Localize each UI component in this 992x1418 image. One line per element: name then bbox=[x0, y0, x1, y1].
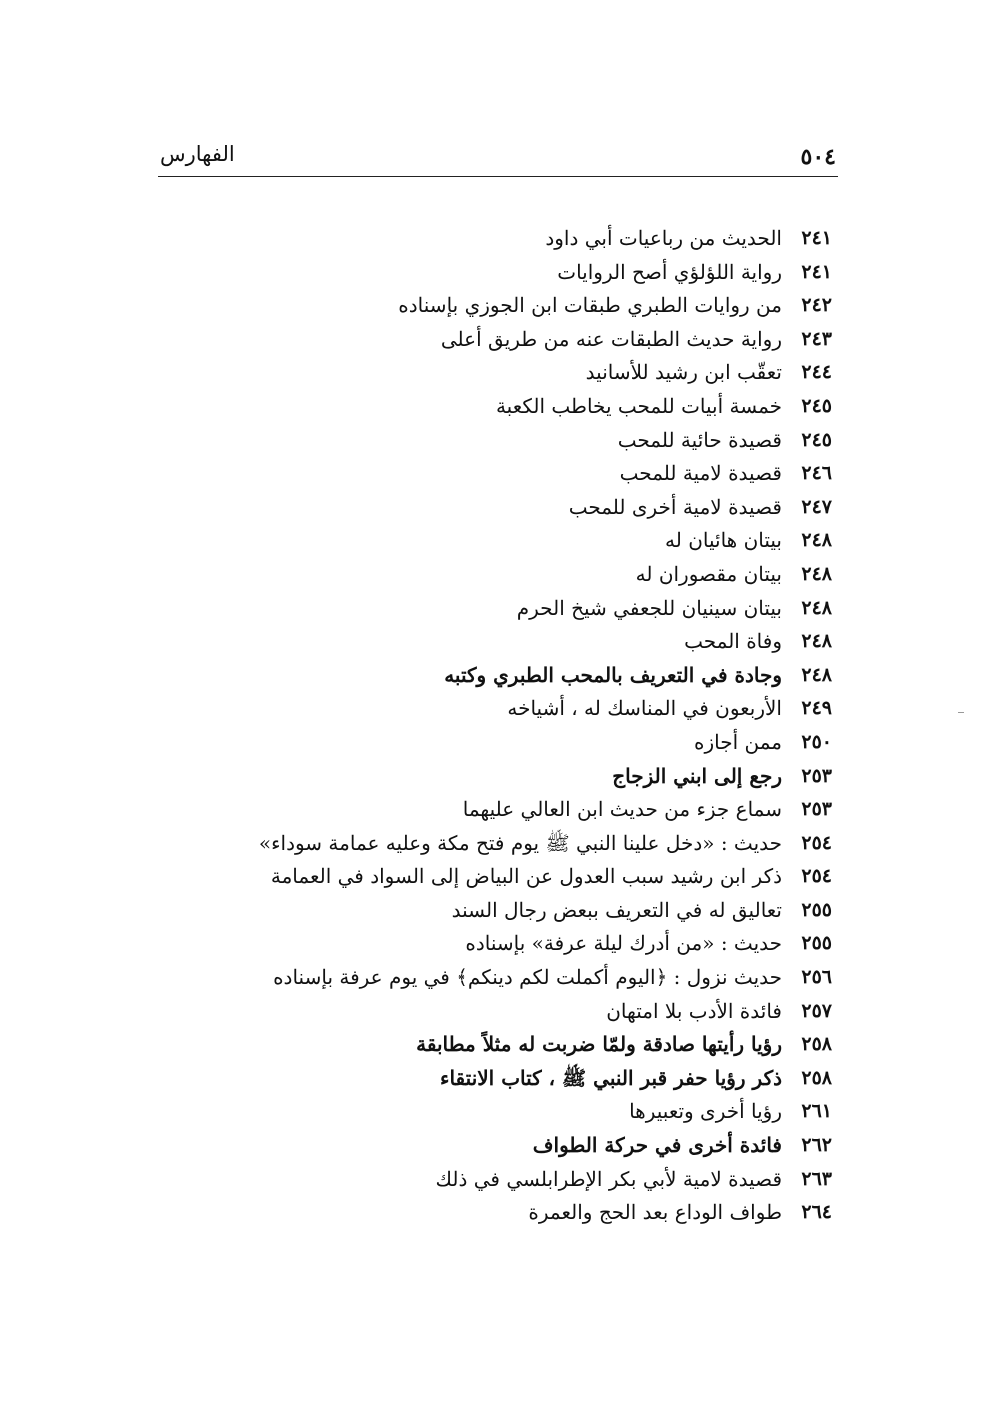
index-entry bbox=[192, 793, 832, 827]
index-entry bbox=[192, 424, 832, 458]
index-entry bbox=[192, 256, 832, 290]
index-entry bbox=[192, 726, 832, 760]
entry-page-number: ٢٦١ bbox=[801, 1100, 832, 1123]
entry-page-number: ٢٤٣ bbox=[801, 327, 832, 350]
entry-page-number: ٢٤٨ bbox=[801, 529, 832, 552]
entry-title: فائدة أخرى في حركة الطواف bbox=[532, 1133, 782, 1158]
entry-title: ذكر رؤيا حفر قبر النبي ﷺ ، كتاب الانتقاء bbox=[440, 1065, 782, 1090]
entry-title: قصيدة لامية أخرى للمحب bbox=[568, 494, 782, 519]
header-title: الفهارس bbox=[160, 142, 235, 166]
entry-page-number: ٢٤٨ bbox=[801, 596, 832, 619]
entry-title: رؤيا أخرى وتعبيرها bbox=[629, 1099, 782, 1124]
entry-title: تعقّب ابن رشيد للأسانيد bbox=[585, 360, 782, 385]
entry-page-number: ٢٥٧ bbox=[801, 999, 832, 1022]
entry-title: رواية اللؤلؤي أصح الروايات bbox=[557, 259, 782, 284]
entry-title: سماع جزء من حديث ابن العالي عليهما bbox=[462, 797, 782, 822]
index-entry bbox=[192, 491, 832, 525]
entry-page-number: ٢٥٥ bbox=[801, 932, 832, 955]
entry-page-number: ٢٤٤ bbox=[801, 361, 832, 384]
entry-title: تعاليق له في التعريف ببعض رجال السند bbox=[451, 897, 782, 922]
entry-title: قصيدة لامية لأبي بكر الإطرابلسي في ذلك bbox=[435, 1166, 782, 1191]
entry-page-number: ٢٥٥ bbox=[801, 898, 832, 921]
page-number: ٥٠٤ bbox=[800, 144, 836, 170]
entry-page-number: ٢٥٤ bbox=[801, 831, 832, 854]
index-entry bbox=[192, 558, 832, 592]
entry-page-number: ٢٤١ bbox=[801, 260, 832, 283]
entry-title: الأربعون في المناسك له ، أشياخه bbox=[507, 696, 782, 721]
entry-page-number: ٢٤٥ bbox=[801, 394, 832, 417]
index-entry bbox=[192, 961, 832, 995]
header-rule bbox=[158, 176, 838, 177]
index-entry bbox=[192, 760, 832, 794]
entry-title: حديث : «دخل علينا النبي ﷺ يوم فتح مكة وعليه عمامة سوداء» bbox=[258, 830, 782, 855]
entry-title: وفاة المحب bbox=[684, 629, 782, 654]
index-entry bbox=[192, 659, 832, 693]
index-entry bbox=[192, 1163, 832, 1197]
entry-title: حديث : «من أدرك ليلة عرفة» بإسناده bbox=[465, 931, 782, 956]
entry-page-number: ٢٦٣ bbox=[801, 1167, 832, 1190]
entry-title: رواية حديث الطبقات عنه من طريق أعلى bbox=[440, 326, 782, 351]
index-entry bbox=[192, 390, 832, 424]
entry-page-number: ٢٥٦ bbox=[801, 966, 832, 989]
entry-title: حديث نزول : ﴿اليوم أكملت لكم دينكم﴾ في يوم عرفة بإسناده bbox=[273, 965, 782, 990]
index-entry bbox=[192, 927, 832, 961]
index-entry bbox=[192, 692, 832, 726]
index-entry bbox=[192, 356, 832, 390]
entry-page-number: ٢٦٢ bbox=[801, 1134, 832, 1157]
entry-title: طواف الوداع بعد الحج والعمرة bbox=[528, 1200, 782, 1225]
index-entry bbox=[192, 289, 832, 323]
entry-page-number: ٢٥٨ bbox=[801, 1033, 832, 1056]
index-entry bbox=[192, 222, 832, 256]
index-entry bbox=[192, 592, 832, 626]
entry-page-number: ٢٤٨ bbox=[801, 630, 832, 653]
entry-title: خمسة أبيات للمحب يخاطب الكعبة bbox=[495, 393, 782, 418]
index-entry bbox=[192, 524, 832, 558]
entry-title: ممن أجازه bbox=[693, 729, 782, 754]
entry-page-number: ٢٤٨ bbox=[801, 663, 832, 686]
index-entry bbox=[192, 1028, 832, 1062]
index-entry bbox=[192, 323, 832, 357]
entry-page-number: ٢٤١ bbox=[801, 227, 832, 249]
index-entry bbox=[192, 457, 832, 491]
entry-title: فائدة الأدب بلا امتهان bbox=[606, 998, 782, 1023]
entry-title: قصيدة حائية للمحب bbox=[617, 427, 782, 452]
index-entry bbox=[192, 995, 832, 1029]
index-entry bbox=[192, 625, 832, 659]
margin-mark bbox=[958, 712, 964, 713]
index-entry bbox=[192, 1062, 832, 1096]
entry-title: رؤيا رأيتها صادقة ولمّا ضربت له مثلاً مطابقة bbox=[416, 1032, 782, 1057]
entry-title: رجع إلى ابني الزجاج bbox=[612, 763, 782, 788]
entry-page-number: ٢٤٢ bbox=[801, 294, 832, 317]
index-entry bbox=[192, 827, 832, 861]
entry-page-number: ٢٥٠ bbox=[801, 730, 832, 753]
entry-title: الحديث من رباعيات أبي داود bbox=[545, 226, 782, 250]
entry-page-number: ٢٤٨ bbox=[801, 562, 832, 585]
entry-title: بيتان مقصوران له bbox=[635, 561, 782, 586]
entry-title: وجادة في التعريف بالمحب الطبري وكتبه bbox=[444, 662, 782, 687]
index-entry bbox=[192, 860, 832, 894]
running-header bbox=[160, 138, 836, 176]
entry-page-number: ٢٤٧ bbox=[801, 495, 832, 518]
index-entries-list bbox=[192, 222, 832, 1230]
entry-title: بيتان سينيان للجعفي شيخ الحرم bbox=[516, 595, 782, 620]
entry-page-number: ٢٥٣ bbox=[801, 764, 832, 787]
entry-title: ذكر ابن رشيد سبب العدول عن البياض إلى السواد في العمامة bbox=[270, 864, 782, 889]
entry-page-number: ٢٥٣ bbox=[801, 798, 832, 821]
entry-title: من روايات الطبري طبقات ابن الجوزي بإسناده bbox=[398, 293, 782, 318]
entry-page-number: ٢٥٤ bbox=[801, 865, 832, 888]
entry-title: بيتان هائيان له bbox=[665, 528, 782, 553]
index-entry bbox=[192, 1196, 832, 1230]
entry-title: قصيدة لامية للمحب bbox=[619, 461, 782, 486]
index-entry bbox=[192, 1129, 832, 1163]
index-entry bbox=[192, 1095, 832, 1129]
entry-page-number: ٢٤٥ bbox=[801, 428, 832, 451]
entry-page-number: ٢٤٩ bbox=[801, 697, 832, 720]
index-entry bbox=[192, 894, 832, 928]
entry-page-number: ٢٥٨ bbox=[801, 1066, 832, 1089]
entry-page-number: ٢٤٦ bbox=[801, 462, 832, 485]
entry-page-number: ٢٦٤ bbox=[801, 1201, 832, 1224]
